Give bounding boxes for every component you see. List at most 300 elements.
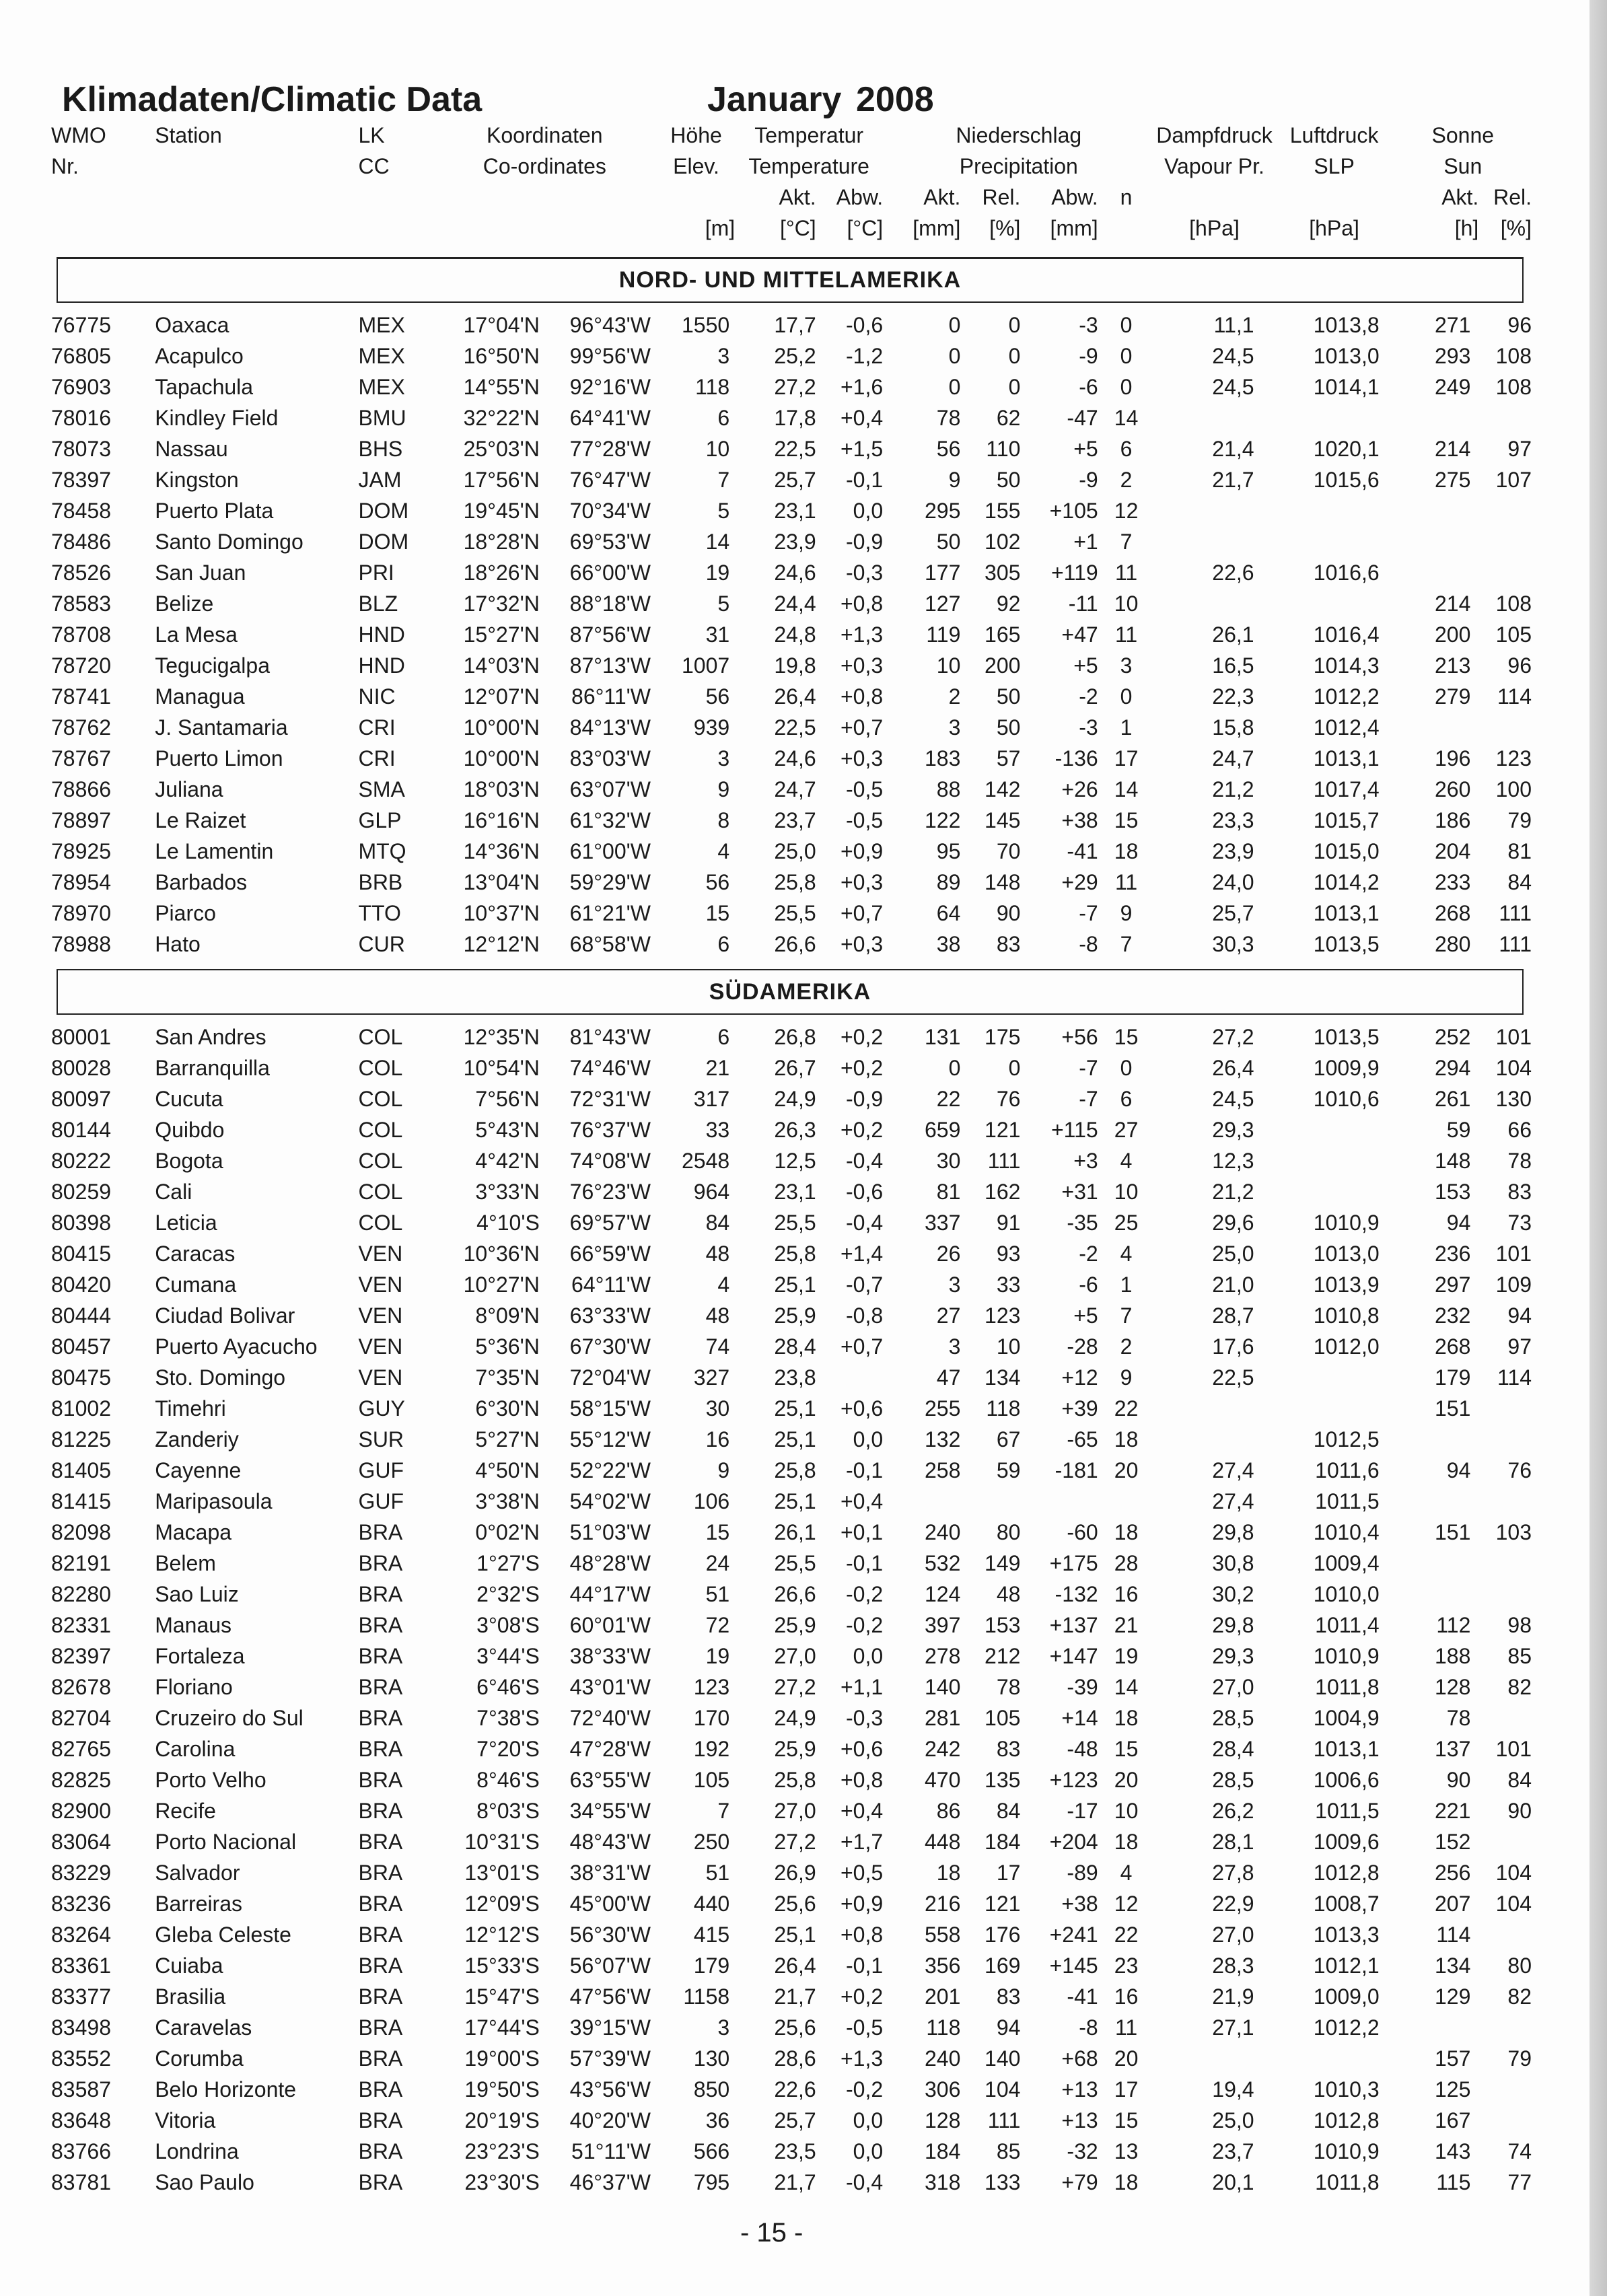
cell-prec-rel: 92 [996,591,1021,616]
cell-elev: 36 [705,2108,730,2132]
cell-cc: GUF [358,1458,404,1482]
table-row [51,1795,1532,1826]
cell-sun: 261 [1434,1086,1471,1111]
cell-elev: 7 [717,467,730,492]
cell-station: Cali [155,1179,192,1204]
cell-elev: 118 [695,374,730,399]
cell-prec-days: 2 [1120,467,1133,492]
cell-prec: 78 [936,405,961,430]
cell-lat: 10°27'N [463,1272,540,1297]
table-row [51,1083,1532,1114]
cell-sun: 143 [1434,2139,1471,2163]
cell-temp-dev: +0,2 [840,1024,884,1049]
cell-lon: 39°15'W [569,2015,651,2040]
cell-vapour: 19,4 [1212,2077,1254,2102]
cell-prec: 258 [925,1458,961,1482]
cell-prec: 306 [925,2077,961,2102]
cell-prec-rel: 111 [987,2108,1021,2132]
cell-sun-rel [1478,1579,1532,1610]
cell-vapour: 27,1 [1212,2015,1254,2040]
header-row-1 [51,120,1532,151]
cell-prec: 95 [936,838,961,863]
cell-elev: 123 [693,1674,730,1699]
cell-temp-dev: 0,0 [853,1643,884,1668]
cell-sun: 268 [1434,1334,1471,1359]
cell-slp: 1006,6 [1313,1767,1380,1792]
cell-wmo: 78925 [51,838,111,863]
cell-cc: COL [358,1055,403,1080]
cell-wmo: 83377 [51,1984,111,2009]
cell-prec-days: 15 [1114,808,1139,832]
cell-cc: BRA [358,1767,403,1792]
cell-elev: 1550 [681,312,730,337]
cell-prec-rel [960,1486,1020,1517]
cell-station: Tegucigalpa [155,653,270,678]
cell-sun: 137 [1434,1736,1471,1761]
content-area [51,79,1545,2198]
cell-prec-days: 18 [1114,1829,1139,1854]
cell-temp: 26,6 [774,1581,816,1606]
cell-wmo: 83236 [51,1891,111,1916]
cell-sun-rel: 74 [1507,2139,1532,2163]
table-row [51,1672,1532,1702]
cell-wmo: 83766 [51,2139,111,2163]
cell-lat: 4°50'N [475,1458,540,1482]
cell-lat: 0°02'N [475,1519,540,1544]
cell-wmo: 80444 [51,1303,111,1328]
cell-lat: 10°00'N [463,746,540,770]
cell-prec: 0 [948,343,961,368]
cell-prec-dev: +38 [1061,808,1098,832]
cell-sun: 207 [1434,1891,1471,1916]
cell-elev: 3 [717,343,730,368]
cell-prec-dev: +26 [1061,777,1098,801]
cell-sun: 200 [1434,622,1471,647]
cell-prec-days: 7 [1120,931,1133,956]
cell-station: Gleba Celeste [155,1922,291,1947]
cell-lon: 69°57'W [569,1210,651,1235]
cell-elev: 130 [693,2046,730,2071]
cell-lat: 15°27'N [463,622,540,647]
cell-vapour: 21,9 [1212,1984,1254,2009]
document-month: January [707,80,842,119]
cell-slp: 1013,0 [1313,343,1380,368]
cell-prec-dev: +5 [1073,653,1098,678]
cell-cc: COL [358,1148,403,1173]
cell-temp: 27,0 [774,1643,816,1668]
cell-lat: 17°04'N [463,312,540,337]
cell-cc: BRA [358,2077,403,2102]
cell-vapour: 28,3 [1212,1953,1254,1978]
cell-sun: 275 [1434,467,1471,492]
cell-prec: 216 [925,1891,961,1916]
cell-lon: 58°15'W [569,1396,651,1421]
cell-lon: 74°46'W [569,1055,651,1080]
cell-station: Puerto Plata [155,498,274,523]
scan-edge [1590,0,1607,2296]
cell-slp: 1015,6 [1313,467,1380,492]
cell-cc: MEX [358,343,405,368]
cell-slp: 1011,6 [1315,1458,1380,1482]
table-row [51,464,1532,495]
cell-prec-dev: +147 [1049,1643,1098,1668]
cell-lat: 3°08'S [476,1612,540,1637]
cell-sun: 128 [1434,1674,1471,1699]
cell-elev: 31 [705,622,730,647]
cell-temp: 22,5 [774,715,816,740]
cell-wmo: 83264 [51,1922,111,1947]
cell-prec: 3 [948,1272,961,1297]
cell-prec-dev: -39 [1067,1674,1098,1699]
cell-sun: 153 [1434,1179,1471,1204]
cell-temp: 17,8 [774,405,816,430]
cell-prec-rel: 93 [996,1241,1021,1266]
cell-cc: BRA [358,2139,403,2163]
cell-temp: 25,7 [774,467,816,492]
cell-cc: COL [358,1024,403,1049]
cell-vapour: 29,6 [1212,1210,1254,1235]
section-header: SÜDAMERIKA [57,969,1524,1015]
cell-cc: VEN [358,1365,403,1390]
cell-elev: 4 [717,838,730,863]
cell-wmo: 81405 [51,1458,111,1482]
cell-temp-dev: +1,5 [840,436,884,461]
unit-temp-abw: [°C] [847,215,884,240]
cell-sun: 151 [1434,1396,1471,1421]
cell-elev: 16 [705,1427,730,1451]
cell-prec: 448 [925,1829,961,1854]
cell-lat: 10°54'N [463,1055,540,1080]
cell-prec-days: 19 [1114,1643,1139,1668]
cell-lon: 87°56'W [569,622,651,647]
table-row [51,1145,1532,1176]
cell-elev: 106 [693,1488,730,1513]
cell-vapour: 29,8 [1212,1519,1254,1544]
cell-slp: 1012,0 [1313,1334,1380,1359]
cell-station: Manaus [155,1612,232,1637]
cell-temp-dev: +0,7 [840,1334,884,1359]
cell-temp: 26,3 [774,1117,816,1142]
cell-cc: BRA [358,2169,403,2194]
cell-wmo: 78762 [51,715,111,740]
cell-prec: 278 [925,1643,961,1668]
cell-temp-dev: +0,9 [840,1891,884,1916]
cell-prec: 255 [925,1396,961,1421]
cell-temp-dev: +0,8 [840,684,884,709]
cell-prec-days: 28 [1114,1550,1139,1575]
cell-sun-rel: 96 [1507,653,1532,678]
cell-prec-rel: 102 [985,529,1021,554]
header-temp-abw: Abw. [836,184,884,209]
cell-lon: 63°07'W [569,777,651,801]
cell-prec-dev: +5 [1073,1303,1098,1328]
cell-cc: BMU [358,405,406,430]
cell-sun-rel: 84 [1507,869,1532,894]
cell-sun: 214 [1434,436,1471,461]
cell-prec-dev: +105 [1049,498,1098,523]
cell-sun: 221 [1434,1798,1471,1823]
cell-elev: 440 [693,1891,730,1916]
cell-slp: 1011,8 [1315,1674,1380,1699]
cell-temp: 25,1 [774,1272,816,1297]
cell-prec-days: 21 [1114,1612,1139,1637]
cell-lon: 72°40'W [569,1705,651,1730]
cell-prec-days: 6 [1120,1086,1133,1111]
cell-lat: 14°03'N [463,653,540,678]
cell-temp-dev: +0,8 [840,591,884,616]
cell-sun-rel: 97 [1507,1334,1532,1359]
cell-sun: 232 [1434,1303,1471,1328]
cell-prec: 532 [925,1550,961,1575]
cell-prec-dev: -3 [1079,312,1098,337]
cell-station: Quibdo [155,1117,225,1142]
cell-prec-rel: 148 [985,869,1021,894]
cell-vapour: 29,3 [1212,1643,1254,1668]
cell-prec-dev: -48 [1067,1736,1098,1761]
table-row [51,1826,1532,1857]
cell-wmo: 82900 [51,1798,111,1823]
cell-slp: 1014,3 [1313,653,1380,678]
cell-lat: 6°30'N [475,1396,540,1421]
cell-temp-dev: +0,4 [840,405,884,430]
cell-prec-rel: 149 [985,1550,1021,1575]
cell-slp: 1013,1 [1313,1736,1380,1761]
cell-prec-days: 11 [1114,560,1138,585]
cell-elev: 24 [705,1550,730,1575]
cell-sun-rel: 85 [1507,1643,1532,1668]
cell-lat: 23°23'S [464,2139,540,2163]
cell-prec-dev: +1 [1073,529,1098,554]
cell-cc: COL [358,1117,403,1142]
cell-sun-rel: 103 [1495,1519,1532,1544]
cell-prec: 0 [948,1055,961,1080]
cell-elev: 566 [693,2139,730,2163]
cell-prec-days: 0 [1120,1055,1133,1080]
cell-prec-dev: +115 [1050,1117,1098,1142]
cell-sun: 279 [1434,684,1471,709]
cell-lon: 38°33'W [569,1643,651,1668]
cell-sun [1394,712,1479,743]
unit-m: [m] [705,215,736,240]
cell-vapour: 23,7 [1212,2139,1254,2163]
cell-elev: 850 [693,2077,730,2102]
data-sections [51,257,1545,2198]
cell-wmo: 78458 [51,498,111,523]
cell-sun-rel: 96 [1507,312,1532,337]
cell-station: Vitoria [155,2108,216,2132]
cell-slp: 1016,4 [1313,622,1380,647]
table-row [51,1455,1532,1486]
cell-sun [1394,526,1479,557]
cell-lon: 34°55'W [569,1798,651,1823]
cell-temp-dev: +0,3 [840,869,884,894]
document-title: Klimadaten/Climatic Data [62,80,483,119]
table-row [51,1238,1532,1269]
cell-prec [883,1486,960,1517]
cell-wmo: 81415 [51,1488,111,1513]
cell-prec-rel: 57 [996,746,1021,770]
cell-wmo: 83552 [51,2046,111,2071]
table-row [51,2074,1532,2105]
cell-prec: 128 [925,2108,961,2132]
cell-temp-dev: -0,1 [846,1953,884,1978]
table-row [51,712,1532,743]
cell-prec-rel: 169 [985,1953,1021,1978]
cell-lat: 16°16'N [463,808,540,832]
cell-lon: 72°04'W [569,1365,651,1390]
cell-wmo: 80222 [51,1148,111,1173]
cell-temp-dev: +1,4 [840,1241,884,1266]
cell-vapour: 20,1 [1212,2169,1254,2194]
header-temp-akt: Akt. [779,184,816,209]
cell-vapour: 26,1 [1212,622,1254,647]
cell-lon: 74°08'W [569,1148,651,1173]
cell-prec-days: 1 [1120,715,1133,740]
cell-prec: 88 [936,777,961,801]
cell-prec-dev: +31 [1061,1179,1098,1204]
cell-prec-rel: 140 [985,2046,1021,2071]
cell-prec-days: 1 [1120,1272,1133,1297]
header-nr: Nr. [51,153,79,178]
cell-vapour: 24,5 [1212,374,1254,399]
cell-sun [1394,1486,1479,1517]
cell-lat: 25°03'N [463,436,540,461]
cell-sun: 148 [1434,1148,1471,1173]
cell-wmo: 82765 [51,1736,111,1761]
cell-prec-dev: -41 [1067,838,1098,863]
cell-prec: 119 [926,622,961,647]
cell-sun-rel: 84 [1507,1767,1532,1792]
cell-slp: 1012,8 [1313,1860,1380,1885]
cell-temp-dev: +0,2 [840,1117,884,1142]
cell-prec-days: 18 [1114,2169,1139,2194]
cell-temp: 25,5 [774,1550,816,1575]
unit-sun-pct: [%] [1500,215,1532,240]
cell-elev: 192 [693,1736,730,1761]
header-hoehe: Höhe [670,122,722,147]
cell-temp-dev: +1,7 [840,1829,884,1854]
header-niederschlag: Niederschlag [956,122,1082,147]
cell-prec-dev [1020,1486,1098,1517]
cell-temp-dev: -0,9 [846,1086,884,1111]
cell-station: Juliana [155,777,223,801]
cell-elev: 317 [693,1086,730,1111]
cell-lat: 14°55'N [463,374,540,399]
cell-cc: CRI [358,746,396,770]
cell-prec-dev: -3 [1079,715,1098,740]
header-wmo: WMO [51,122,106,147]
cell-slp: 1016,6 [1313,560,1380,585]
cell-prec-days: 16 [1114,1984,1139,2009]
cell-temp: 23,1 [774,498,816,523]
cell-lon: 67°30'W [569,1334,651,1359]
cell-temp-dev: -0,6 [846,1179,884,1204]
header-station: Station [155,122,222,147]
cell-wmo: 83587 [51,2077,111,2102]
cell-prec: 295 [925,498,961,523]
cell-prec-rel: 104 [985,2077,1021,2102]
header-coordinates: Co-ordinates [483,153,606,178]
cell-lat: 12°09'S [464,1891,540,1916]
cell-lon: 52°22'W [569,1458,651,1482]
cell-prec-dev: -6 [1079,1272,1098,1297]
cell-temp-dev: -0,7 [846,1272,884,1297]
cell-sun: 125 [1434,2077,1471,2102]
cell-temp: 25,6 [774,1891,816,1916]
cell-vapour: 21,2 [1212,1179,1254,1204]
cell-station: Sao Paulo [155,2169,254,2194]
cell-slp [1275,1176,1394,1207]
cell-elev: 51 [705,1860,730,1885]
cell-vapour: 28,7 [1212,1303,1254,1328]
cell-station: San Andres [155,1024,266,1049]
cell-prec-rel: 10 [996,1334,1021,1359]
cell-slp: 1013,1 [1313,746,1380,770]
cell-temp: 24,4 [774,591,816,616]
cell-sun-rel: 101 [1495,1241,1532,1266]
cell-cc: BRA [358,1581,403,1606]
cell-prec-rel: 110 [986,436,1021,461]
cell-lat: 1°27'S [476,1550,540,1575]
cell-sun: 151 [1434,1519,1471,1544]
cell-slp: 1013,3 [1313,1922,1380,1947]
cell-slp: 1012,4 [1313,715,1380,740]
cell-prec-dev: -6 [1079,374,1098,399]
cell-lon: 48°43'W [569,1829,651,1854]
unit-prec-abw-mm: [mm] [1050,215,1098,240]
cell-cc: BRA [358,1550,403,1575]
cell-prec-days: 17 [1114,2077,1139,2102]
cell-prec-dev: +39 [1061,1396,1098,1421]
cell-cc: VEN [358,1303,403,1328]
cell-lat: 32°22'N [463,405,540,430]
table-row [51,371,1532,402]
cell-prec-days: 9 [1120,900,1133,925]
cell-station: Maripasoula [155,1488,273,1513]
cell-prec-days: 7 [1120,1303,1133,1328]
cell-cc: BRB [358,869,403,894]
cell-sun: 214 [1434,591,1471,616]
table-row [51,681,1532,712]
cell-prec-days: 27 [1114,1117,1139,1142]
cell-elev: 84 [705,1210,730,1235]
cell-temp: 23,1 [774,1179,816,1204]
cell-slp: 1004,9 [1313,1705,1380,1730]
cell-elev: 33 [705,1117,730,1142]
table-row [51,898,1532,929]
cell-vapour: 23,3 [1212,808,1254,832]
cell-prec-dev: -17 [1067,1798,1098,1823]
cell-elev: 3 [717,746,730,770]
cell-wmo: 83498 [51,2015,111,2040]
table-row [51,929,1532,960]
cell-prec: 3 [948,1334,961,1359]
cell-sun-rel: 104 [1495,1055,1532,1080]
cell-slp: 1011,5 [1315,1488,1380,1513]
cell-sun-rel: 108 [1495,343,1532,368]
cell-cc: BLZ [358,591,398,616]
cell-station: Sto. Domingo [155,1365,286,1390]
cell-elev: 51 [705,1581,730,1606]
cell-station: Floriano [155,1674,233,1699]
cell-temp-dev: +0,7 [840,900,884,925]
cell-prec-days: 20 [1114,1767,1139,1792]
cell-temp: 26,9 [774,1860,816,1885]
cell-prec-days: 12 [1114,1891,1139,1916]
cell-prec: 397 [925,1612,961,1637]
cell-wmo: 76775 [51,312,111,337]
cell-elev: 19 [705,560,730,585]
